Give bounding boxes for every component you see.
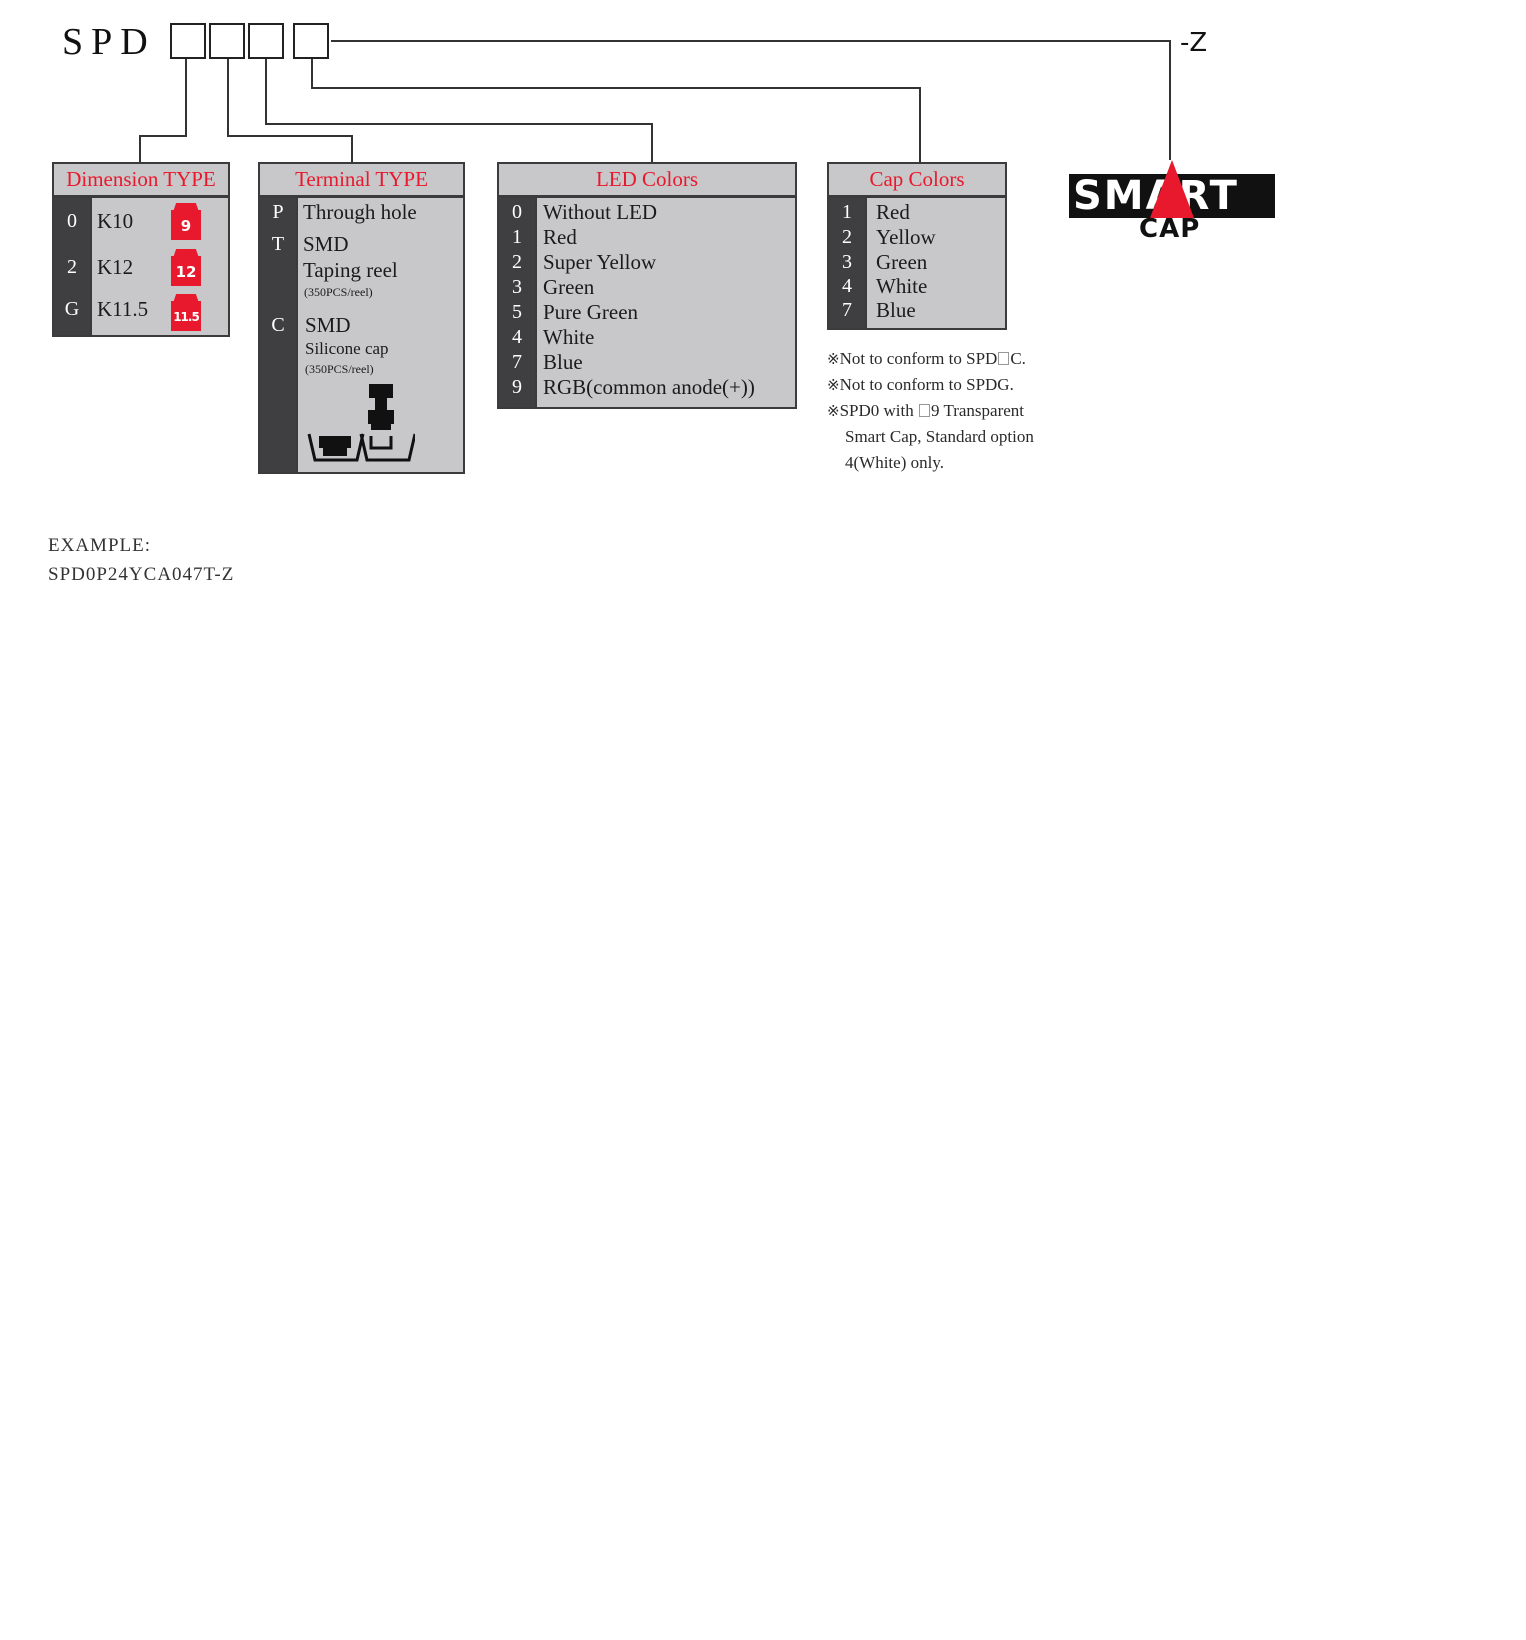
led-label: Red [543,225,577,249]
led-key: 1 [512,226,522,248]
note-mark: ※ [827,350,840,368]
note-spd-c [827,349,1026,369]
dimension-type-title: Dimension TYPE [54,164,228,198]
note-text: SPD0 with [839,401,918,420]
terminal-label: Through hole [303,200,417,224]
terminal-key: C [271,314,285,336]
cap-key: 1 [842,201,852,223]
led-key: 0 [512,201,522,223]
connector-dimension [140,59,186,162]
led-label: Green [543,275,595,299]
terminal-type-panel [258,162,465,474]
terminal-type-title: Terminal TYPE [260,164,463,198]
note-text: 9 Transparent [931,401,1025,420]
logo-wordmark: SMART [1069,174,1275,218]
logo-triangle-icon [1150,160,1194,218]
cap-label: Green [876,250,928,274]
led-key: 5 [512,301,522,323]
dimension-key: G [64,298,80,320]
cap-key: 2 [842,226,852,248]
terminal-label: SMD [303,232,349,256]
note-text: C. [1010,349,1026,368]
led-label: Blue [543,350,583,374]
note-spdg [827,375,1014,395]
dimension-badge: 12 [171,256,201,286]
note-text: Not to conform to SPDG. [839,375,1014,394]
dimension-type-panel [52,162,230,337]
terminal-key: T [271,233,285,255]
led-label: Pure Green [543,300,639,324]
led-label: Super Yellow [543,250,657,274]
cap-colors-panel [827,162,1007,330]
led-key: 3 [512,276,522,298]
led-key: 2 [512,251,522,273]
dimension-label: K11.5 [97,297,149,321]
terminal-note: (350PCS/reel) [304,285,373,299]
code-slot-dimension [170,23,206,59]
note-text: Not to conform to SPD [839,349,998,368]
led-colors-title: LED Colors [499,164,795,198]
led-label: RGB(common anode(+)) [543,375,755,399]
dimension-label: K10 [97,209,134,233]
placeholder-box-icon [919,404,930,417]
cap-key: 3 [842,251,852,273]
led-label: White [543,325,595,349]
cap-colors-title: Cap Colors [829,164,1005,198]
connector-led [266,59,652,162]
dimension-badge: 11.5 [171,301,201,331]
cap-key: 7 [842,299,852,321]
terminal-sublabel: Taping reel [303,258,398,282]
terminal-label: SMD [305,313,351,337]
led-label: Without LED [543,200,658,224]
part-code-suffix: -Z [1180,28,1208,58]
terminal-key: P [272,201,284,223]
led-key: 7 [512,351,522,373]
cap-key: 4 [842,275,852,297]
example-label: EXAMPLE: [48,535,151,556]
cap-label: Yellow [876,225,936,249]
led-key: 9 [512,376,522,398]
cap-label: Blue [876,298,916,322]
placeholder-box-icon [998,352,1009,365]
note-mark: ※ [827,402,840,420]
cap-label: White [876,274,928,298]
dimension-key: 0 [67,210,77,232]
led-key: 4 [512,326,522,348]
connector-suffix [331,41,1170,160]
part-code-prefix: SPD [62,21,156,63]
dimension-badge: 9 [171,210,201,240]
silicone-cap-switch-illustration [305,384,415,470]
dimension-key: 2 [67,256,77,278]
code-slot-led [248,23,284,59]
cap-label: Red [876,200,910,224]
connector-terminal [228,59,352,162]
note-transparent-cap-line3: 4(White) only. [845,453,944,472]
note-mark: ※ [827,376,840,394]
code-slot-terminal [209,23,245,59]
dimension-label: K12 [97,255,134,279]
smart-cap-logo [1069,160,1275,246]
note-transparent-cap-line2: Smart Cap, Standard option [845,427,1034,446]
led-colors-panel [497,162,797,409]
terminal-note: (350PCS/reel) [305,362,374,376]
code-slot-cap [293,23,329,59]
logo-subword: CAP [1139,214,1201,244]
note-transparent-cap [827,401,1024,421]
connector-cap [312,59,920,162]
example-code: SPD0P24YCA047T-Z [48,564,235,585]
terminal-sublabel: Silicone cap [305,339,389,358]
